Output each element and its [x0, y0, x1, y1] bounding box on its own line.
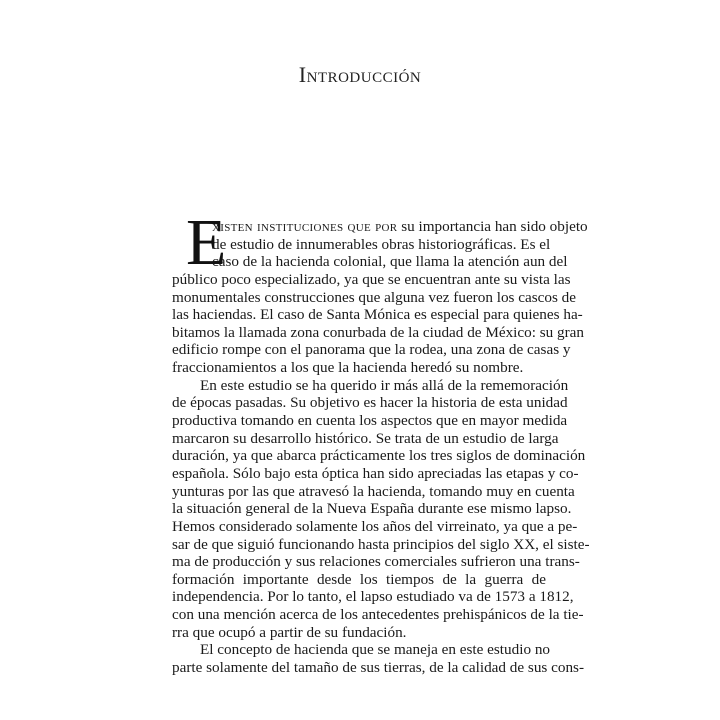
- drop-cap: E: [186, 206, 227, 279]
- text-line: El concepto de hacienda que se maneja en este estudio no: [200, 641, 551, 659]
- text-line: caso de la hacienda colonial, que llama la atención aun del: [212, 253, 568, 271]
- page-title: Introducción: [298, 62, 422, 87]
- text-line: las haciendas. El caso de Santa Mónica es especial para quienes ha-: [172, 306, 583, 324]
- text-line: fraccionamientos a los que la hacienda heredó su nombre.: [172, 359, 524, 377]
- text-line: la situación general de la Nueva España durante ese mismo lapso.: [172, 500, 572, 518]
- text-line: española. Sólo bajo esta óptica han sido apreciadas las etapas y co-: [172, 464, 579, 482]
- text-line: monumentales construcciones que alguna vez fueron los cascos de: [172, 288, 577, 306]
- text-line: público poco especializado, ya que se encuentran ante su vista las: [172, 270, 571, 288]
- text-line: independencia. Por lo tanto, el lapso estudiado va de 1573 a 1812,: [172, 588, 574, 606]
- text-line: En este estudio se ha querido ir más allá de la rememoración: [200, 376, 569, 394]
- text-line: Hemos considerado solamente los años del virreinato, ya que a pe-: [172, 517, 578, 535]
- text-line: xisten instituciones que por su importancia han sido objeto: [212, 218, 588, 235]
- smallcaps-lead: xisten instituciones que por: [212, 218, 398, 235]
- body-text: [172, 206, 590, 677]
- paragraph-2: [172, 376, 590, 642]
- text-line: de estudio de innumerables obras historiográficas. Es el: [212, 235, 551, 253]
- text-line: formación importante desde los tiempos de la guerra de: [172, 570, 546, 588]
- text-line: rra que ocupó a partir de su fundación.: [172, 623, 407, 641]
- paragraph-1: [172, 206, 588, 377]
- text-line: marcaron su desarrollo histórico. Se trata de un estudio de larga: [172, 429, 559, 447]
- text-line: duración, ya que abarca prácticamente los tres siglos de dominación: [172, 447, 586, 465]
- text-line: de épocas pasadas. Su objetivo es hacer la historia de esta unidad: [172, 394, 568, 412]
- text-line: ma de producción y sus relaciones comerciales sufrieron una trans-: [172, 553, 580, 571]
- text-line: edificio rompe con el panorama que la rodea, una zona de casas y: [172, 341, 571, 359]
- text-line: sar de que siguió funcionando hasta principios del siglo XX, el siste-: [172, 535, 590, 553]
- text-line: yunturas por las que atravesó la hacienda, tomando muy en cuenta: [172, 482, 575, 500]
- text-line: parte solamente del tamaño de sus tierras, de la calidad de sus cons-: [172, 659, 585, 677]
- text-line: bitamos la llamada zona conurbada de la ciudad de México: su gran: [172, 323, 585, 341]
- text-line: con una mención acerca de los antecedentes prehispánicos de la tie-: [172, 606, 584, 624]
- paragraph-3: [172, 641, 585, 677]
- text-line: productiva tomando en cuenta los aspectos que en mayor medida: [172, 412, 568, 430]
